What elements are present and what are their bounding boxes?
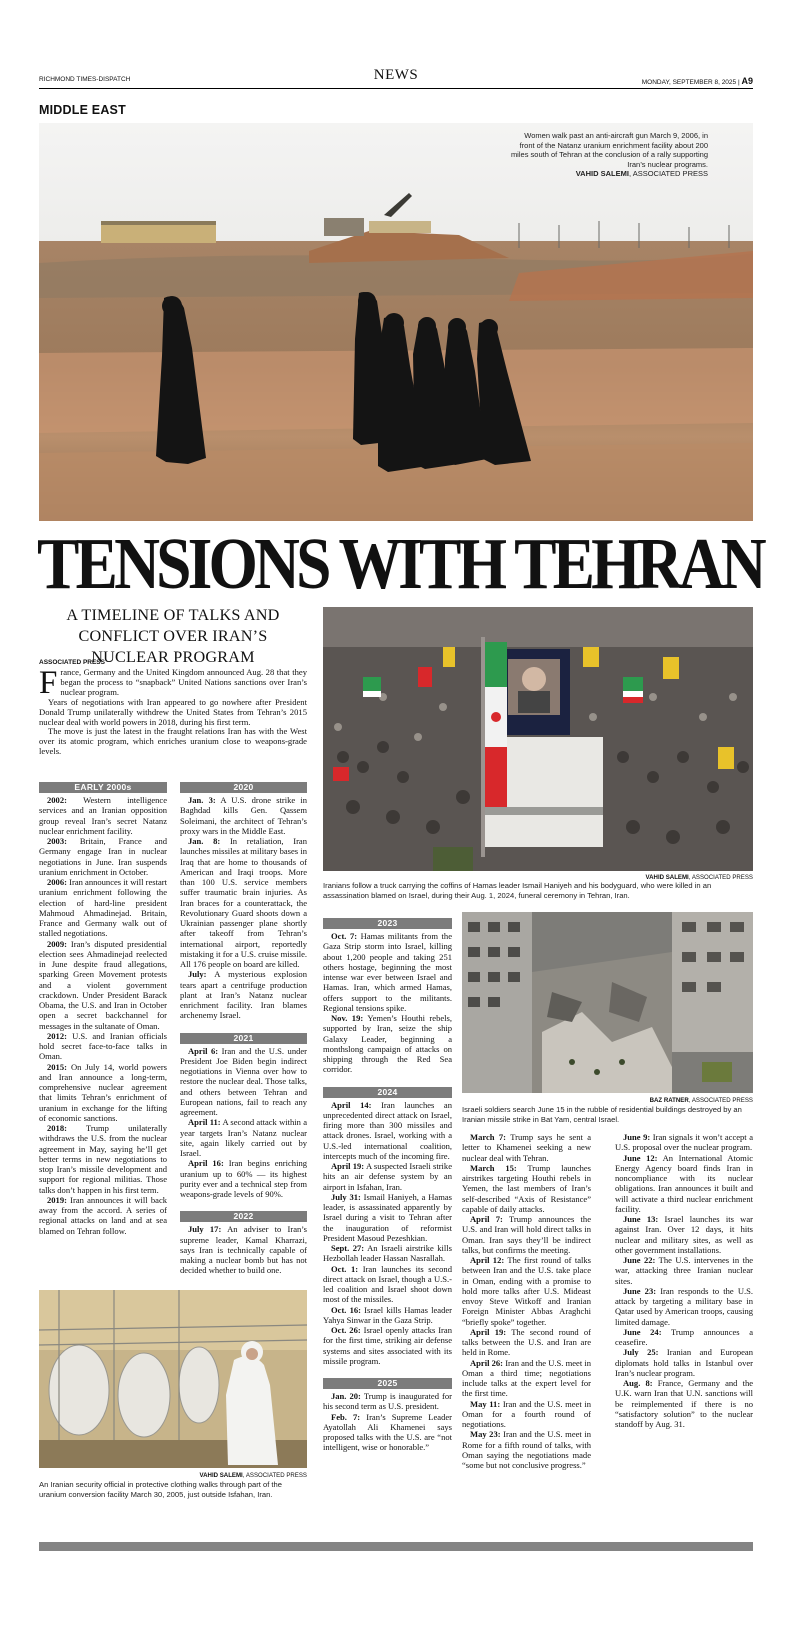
timeline-entry bbox=[323, 931, 452, 1013]
entry-date: June 13: bbox=[623, 1214, 659, 1224]
timeline-column-2 bbox=[180, 782, 307, 1276]
intro-text bbox=[39, 665, 307, 757]
entry-text: Israel kills Hamas leader Yahya Sinwar in the Gaza Strip. bbox=[323, 1304, 452, 1325]
rubble-photo-credit: BAZ RATNER, ASSOCIATED PRESS bbox=[649, 1097, 753, 1104]
entry-date: 2003: bbox=[47, 836, 67, 846]
drop-cap: F bbox=[39, 665, 58, 701]
section-bar-2025: 2025 bbox=[323, 1378, 452, 1389]
byline: ASSOCIATED PRESS bbox=[39, 659, 105, 666]
timeline-entry bbox=[462, 1255, 591, 1327]
entry-date: March 7: bbox=[470, 1132, 507, 1142]
entry-text: Iran and the U.S. under President Joe Biden begin indirect negotiations in Vienna over how to restore the nuclear deal. Those talks, and others between Tehran and European nations, fail to reach any agreement. bbox=[180, 1045, 308, 1117]
timeline-column-5 bbox=[615, 1132, 753, 1429]
entry-text: Iran’s Supreme Leader Ayatollah Ali Khamenei says proposed talks with the U.S. are “not intelligent, wise or honorable.” bbox=[323, 1411, 452, 1453]
timeline-column-3 bbox=[323, 918, 452, 1453]
timeline-column-1 bbox=[39, 782, 167, 1236]
entry-text: Iran announces it will restart uranium enrichment following the election of hard-line president Mahmoud Ahmadinejad. Britain, France and Germany walk out of stalled negotiations. bbox=[39, 877, 168, 939]
entry-text: Iran’s disputed presidential election sees Ahmadinejad reelected in June despite fraud allegations, sparking Green Movement protests and a violent government crackdown. Under President Barack Obama, the U.S. and Iran in October open a secret backchannel for messages in the sultanate of Oman. bbox=[39, 938, 167, 1031]
entry-date: Aug. 8: bbox=[623, 1378, 653, 1388]
entry-date: May 11: bbox=[470, 1398, 501, 1409]
timeline-entry bbox=[615, 1286, 753, 1327]
timeline-entry bbox=[323, 1391, 452, 1412]
timeline-entries bbox=[39, 795, 167, 1236]
timeline-entry bbox=[462, 1429, 591, 1470]
entry-text: Iran and the U.S. meet in Oman for a fourth round of negotiations. bbox=[462, 1398, 591, 1429]
timeline-entries bbox=[180, 1224, 307, 1275]
entry-text: In retaliation, Iran launches missiles at military bases in Iraq that are home to thousands of American and Iraqi troops. More than 100 U.S. service members suffer traumatic brain injuries. As Iran braces for a counterattack, the Revolutionary Guard shoots down a Ukrainian passenger plane shortly after takeoff from Tehran’s international airport, reportedly mistaking it for a U.S. cruise missile. All 176 people on board are killed. bbox=[180, 836, 308, 969]
timeline-entry bbox=[323, 1325, 452, 1366]
entry-text: Hamas militants from the Gaza Strip storm into Israel, killing about 1,200 people and taking 251 others hostage, beginning the most intense war ever between Israel and Hamas. Iran, which armed Hamas, offers support to the militants. Regional tensions spike. bbox=[323, 931, 452, 1013]
section-label: MIDDLE EAST bbox=[39, 103, 126, 117]
entry-date: June 22: bbox=[623, 1255, 656, 1265]
page-number: A9 bbox=[741, 76, 753, 86]
intro-paragraph: Years of negotiations with Iran appeared to go nowhere after President Donald Trump unilaterally withdrew the United States from Tehran’s 2015 nuclear deal with world powers in 2018, during his first term. bbox=[39, 696, 307, 727]
entry-date: May 23: bbox=[470, 1429, 501, 1440]
entry-date: June 12: bbox=[623, 1152, 658, 1163]
masthead bbox=[39, 67, 753, 87]
entry-date: June 9: bbox=[623, 1132, 651, 1142]
timeline-entry bbox=[323, 1243, 452, 1264]
entry-date: March 15: bbox=[470, 1162, 517, 1173]
lab-photo-credit: VAHID SALEMI, ASSOCIATED PRESS bbox=[199, 1472, 307, 1479]
funeral-photo-caption: Iranians follow a truck carrying the coffins of Hamas leader Ismail Haniyeh and his bodyguard, who were killed in an assassination blamed on Israel, during their Aug. 1, 2024, funeral ceremony in Tehran, Iran. bbox=[323, 881, 712, 900]
funeral-photo-credit: VAHID SALEMI, ASSOCIATED PRESS bbox=[645, 874, 753, 881]
section-bar-2022: 2022 bbox=[180, 1211, 307, 1222]
entry-text: Trump announces the U.S. and Iran will hold direct talks in Oman. Iran says they’ll be indirect talks, but confirms the meeting. bbox=[462, 1214, 591, 1255]
entry-date: 2015: bbox=[47, 1061, 67, 1072]
entry-text: Iran and the U.S. meet in Oman a third time; negotiations include talks at the expert level for the first time. bbox=[462, 1357, 592, 1399]
timeline-entry bbox=[462, 1214, 591, 1255]
timeline-entry bbox=[323, 1161, 452, 1192]
entry-date: July: bbox=[188, 969, 207, 980]
entry-text: Trump is inaugurated for his second term as U.S. president. bbox=[323, 1391, 453, 1412]
timeline-entry bbox=[462, 1358, 591, 1399]
entry-date: 2002: bbox=[47, 795, 67, 805]
section-bar-2020: 2020 bbox=[180, 782, 307, 793]
timeline-column-4 bbox=[462, 1132, 591, 1470]
timeline-entries bbox=[462, 1132, 591, 1470]
entry-date: 2019: bbox=[47, 1194, 67, 1205]
timeline-entry bbox=[39, 1123, 167, 1195]
lab-photo-caption: An Iranian security official in protective clothing walks through part of the uranium conversion facility March 30, 2005, just outside Isfahan, Iran. bbox=[39, 1480, 282, 1499]
entry-text: Trump unilaterally withdraws the U.S. from the nuclear agreement in May, saying he’ll get better terms in new negotiations to stop Iran’s missile development and support for regional militias. Those talks don’t happen in his first term. bbox=[39, 1123, 167, 1195]
entry-date: Jan. 20: bbox=[331, 1391, 361, 1401]
entry-date: April 26: bbox=[470, 1357, 504, 1368]
entry-text: A U.S. drone strike in Baghdad kills Gen. Qassem Soleimani, the architect of Tehran’s proxy wars in the Middle East. bbox=[180, 795, 308, 836]
entry-text: A mysterious explosion tears apart a centrifuge production plant at Iran’s Natanz nuclear enrichment facility. Iran blames archenemy Israel. bbox=[180, 969, 307, 1021]
timeline-entry bbox=[323, 1412, 452, 1453]
timeline-entry bbox=[462, 1327, 591, 1358]
entry-date: April 16: bbox=[188, 1158, 224, 1169]
entry-text: Britain, France and Germany engage Iran in nuclear negotiations in June. Iran suspends uranium enrichment in October. bbox=[39, 836, 167, 877]
entry-text: An International Atomic Energy Agency board finds Iran in noncompliance with its nuclear obligations. Iran announces it built and will activate a third nuclear enrichment facility. bbox=[615, 1152, 754, 1214]
entry-date: Nov. 19: bbox=[331, 1013, 364, 1023]
entry-text: Israel launches its war against Iran. Over 12 days, it hits nuclear and military sites, as well as other government installations. bbox=[615, 1214, 753, 1255]
entry-date: July 25: bbox=[623, 1347, 659, 1358]
entry-date: Oct. 1: bbox=[331, 1263, 359, 1274]
entry-text: Iran launches an unprecedented direct attack on Israel, firing more than 300 missiles and attack drones. Israel, working with a U.S.-led international coalition, intercepts much of the incoming fire. bbox=[323, 1099, 453, 1161]
timeline-entry bbox=[323, 1305, 452, 1326]
entry-text: A second attack within a year targets Iran’s Natanz nuclear site, again likely carried out by Israel. bbox=[180, 1117, 307, 1158]
timeline-entry bbox=[323, 1264, 452, 1305]
funeral-photo-illustration bbox=[323, 607, 753, 871]
timeline-entry bbox=[180, 1117, 307, 1158]
timeline-entries bbox=[615, 1132, 753, 1429]
section-bar-2021: 2021 bbox=[180, 1033, 307, 1044]
timeline-entries bbox=[180, 1046, 307, 1200]
entry-text: Iran launches its second direct attack on Israel, though a U.S.-led coalition and Israel shoot down most of the missiles. bbox=[323, 1263, 452, 1305]
entry-date: Oct. 26: bbox=[331, 1325, 361, 1335]
timeline-entry bbox=[462, 1163, 591, 1214]
entry-text: An adviser to Iran’s supreme leader, Kamal Kharrazi, says Iran is technically capable of making a nuclear bomb but has not decided whether to build one. bbox=[180, 1224, 307, 1276]
section-bar-early-2000s: EARLY 2000s bbox=[39, 782, 167, 793]
entry-date: Oct. 16: bbox=[331, 1304, 361, 1315]
entry-date: June 23: bbox=[623, 1285, 657, 1296]
entry-text: U.S. and Iranian officials hold secret face-to-face talks in Oman. bbox=[39, 1030, 168, 1062]
entry-text: Trump launches airstrikes targeting Houthi rebels in Yemen, the last members of Iran’s self-described “Axis of Resistance” capable of daily attacks. bbox=[462, 1162, 592, 1214]
entry-date: 2006: bbox=[47, 877, 67, 887]
lab-photo-illustration bbox=[39, 1290, 307, 1468]
section-bar-2024: 2024 bbox=[323, 1087, 452, 1098]
page-info: MONDAY, SEPTEMBER 8, 2025 | A9 bbox=[641, 76, 753, 86]
entry-date: July 31: bbox=[331, 1191, 361, 1202]
subheadline: A TIMELINE OF TALKS AND CONFLICT OVER IRAN’S NUCLEAR PROGRAM bbox=[66, 606, 280, 666]
entry-date: 2009: bbox=[47, 938, 67, 949]
entry-date: April 19: bbox=[470, 1326, 507, 1337]
entry-date: Jan. 3: bbox=[188, 795, 216, 805]
timeline-entry bbox=[615, 1378, 753, 1429]
entry-text: On July 14, world powers and Iran announce a long-term, comprehensive nuclear agreement that limits Tehran’s enrichment of uranium in exchange for the lifting of economic sanctions. bbox=[39, 1061, 167, 1123]
timeline-entry bbox=[615, 1327, 753, 1348]
timeline-entries bbox=[180, 795, 307, 1021]
timeline-entry bbox=[323, 1100, 452, 1162]
entry-text: An Israeli airstrike kills Hezbollah leader Hassan Nasrallah. bbox=[323, 1243, 452, 1264]
timeline-entry bbox=[39, 795, 167, 836]
masthead-rule bbox=[39, 88, 753, 89]
entry-text: Israel openly attacks Iran for the first time, striking air defense systems and sites associated with its missile program. bbox=[323, 1325, 452, 1366]
lab-photo bbox=[39, 1290, 307, 1468]
timeline-entries bbox=[323, 931, 452, 1075]
photo-credit: VAHID SALEMI bbox=[575, 169, 629, 179]
timeline-entry bbox=[462, 1132, 591, 1163]
headline: TENSIONS WITH TEHRAN bbox=[37, 523, 763, 604]
timeline-entries bbox=[323, 1100, 452, 1367]
natanz-photo-illustration bbox=[39, 123, 753, 521]
funeral-photo bbox=[323, 607, 753, 871]
section-name: NEWS bbox=[373, 67, 419, 83]
entry-date: Jan. 8: bbox=[188, 836, 221, 846]
timeline-entry bbox=[615, 1132, 753, 1153]
timeline-entry bbox=[180, 836, 307, 969]
entry-text: The second round of talks between the U.S. and Iran are held in Rome. bbox=[462, 1326, 592, 1358]
rubble-photo-caption: Israeli soldiers search June 15 in the rubble of residential buildings destroyed by an Iranian missile strike in Bat Yam, central Israel. bbox=[462, 1105, 742, 1124]
entry-text: Iran responds to the U.S. attack by targeting a military base in Qatar used by American troops, causing limited damage. bbox=[615, 1285, 754, 1327]
timeline-entry bbox=[615, 1153, 753, 1215]
entry-date: April 7: bbox=[470, 1214, 503, 1224]
entry-text: Iran signals it won’t accept a U.S. proposal over the nuclear program. bbox=[615, 1132, 753, 1153]
entry-text: Iranian and European diplomats hold talks in Istanbul over Iran’s nuclear program. bbox=[615, 1347, 753, 1378]
timeline-entry bbox=[323, 1192, 452, 1243]
section-bar-2023: 2023 bbox=[323, 918, 452, 929]
timeline-entry bbox=[39, 1195, 167, 1236]
entry-text: Iran and the U.S. meet in Rome for a fifth round of talks, with Oman saying the negotiations made “some but not conclusive progress.” bbox=[462, 1429, 591, 1470]
top-photo-caption: Women walk past an anti-aircraft gun March 9, 2006, in front of the Natanz uranium enrichment facility about 200 miles south of Tehran at the conclusion of a rally supporting Iran’s nuclear programs. VAHID SALEMI, ASSOCIATED PRESS bbox=[510, 131, 708, 179]
timeline-entry bbox=[180, 1158, 307, 1199]
intro-paragraph: France, Germany and the United Kingdom announced Aug. 28 that they began the process to “snapback” United Nations sanctions over Iran’s nuclear program. bbox=[39, 665, 307, 701]
entry-date: April 11: bbox=[188, 1117, 221, 1128]
timeline-entry bbox=[180, 1046, 307, 1118]
entry-text: The U.S. intervenes in the war, attacking three Iranian nuclear sites. bbox=[615, 1255, 754, 1286]
entry-text: Iran announces it will back away from the accord. A series of regional attacks on land and at sea blamed on Tehran follow. bbox=[39, 1194, 168, 1236]
issue-date: MONDAY, SEPTEMBER 8, 2025 bbox=[641, 79, 737, 86]
entry-date: April 6: bbox=[188, 1045, 219, 1056]
entry-date: Feb. 7: bbox=[331, 1411, 361, 1422]
entry-date: April 14: bbox=[331, 1099, 372, 1110]
footer-bar bbox=[39, 1542, 753, 1551]
timeline-entry bbox=[615, 1347, 753, 1378]
timeline-entry bbox=[323, 1013, 452, 1075]
timeline-entry bbox=[180, 1224, 307, 1275]
entry-text: Trump announces a ceasefire. bbox=[615, 1326, 754, 1347]
entry-date: April 12: bbox=[470, 1255, 505, 1265]
entry-date: 2012: bbox=[47, 1030, 67, 1041]
newspaper-name: RICHMOND TIMES-DISPATCH bbox=[39, 76, 131, 83]
timeline-entry bbox=[39, 1062, 167, 1124]
timeline-entry bbox=[615, 1255, 753, 1286]
rubble-photo bbox=[462, 912, 753, 1093]
timeline-entries bbox=[323, 1391, 452, 1453]
timeline-entry bbox=[39, 1031, 167, 1062]
timeline-entry bbox=[615, 1214, 753, 1255]
timeline-entry bbox=[462, 1399, 591, 1430]
intro-paragraph: The move is just the latest in the fraught relations Iran has with the West over its atomic program, which enriches uranium close to weapons-grade levels. bbox=[39, 726, 307, 757]
entry-date: 2018: bbox=[47, 1123, 67, 1133]
entry-text: Trump says he sent a letter to Khamenei seeking a new nuclear deal with Tehran. bbox=[462, 1132, 591, 1163]
entry-text: Iran begins enriching uranium up to 60% — its highest purity ever and a technical step from weapons-grade levels of 90%. bbox=[180, 1158, 308, 1199]
timeline-entry bbox=[39, 939, 167, 1031]
timeline-entry bbox=[39, 877, 167, 939]
entry-text: France, Germany and the U.K. warn Iran that U.N. sanctions will be reimplemented if there is no “satisfactory solution” to the nuclear standoff by Aug. 31. bbox=[615, 1378, 754, 1429]
timeline-entry bbox=[180, 795, 307, 836]
entry-text: Ismail Haniyeh, a Hamas leader, is assassinated apparently by Israel during a visit to Tehran after the inauguration of reformist President Masoud Pezeshkian. bbox=[323, 1191, 452, 1243]
entry-text: A suspected Israeli strike hits an air defense system by an airport in Isfahan, Iran. bbox=[323, 1161, 453, 1192]
top-photo bbox=[39, 123, 753, 521]
entry-date: Sept. 27: bbox=[331, 1243, 365, 1253]
entry-text: Yemen’s Houthi rebels, supported by Iran, seize the ship Galaxy Leader, beginning a monthslong campaign of attacks on shipping through the Red Sea corridor. bbox=[323, 1013, 452, 1075]
timeline-entry bbox=[39, 836, 167, 877]
entry-text: The first round of talks between Iran and the U.S. take place in Oman, ending with a promise to hold more talks after U.S. Mideast envoy Steve Witkoff and Iranian Foreign Minister Abbas Araghchi “briefly spoke” together. bbox=[462, 1255, 591, 1327]
timeline-entry bbox=[180, 969, 307, 1020]
entry-date: June 24: bbox=[623, 1326, 662, 1337]
rubble-photo-illustration bbox=[462, 912, 753, 1093]
entry-date: Oct. 7: bbox=[331, 931, 358, 941]
entry-date: July 17: bbox=[188, 1224, 222, 1235]
entry-date: April 19: bbox=[331, 1161, 365, 1171]
entry-text: Western intelligence services and an Iranian opposition group reveal Iran’s secret Natanz nuclear enrichment facility. bbox=[39, 795, 168, 836]
